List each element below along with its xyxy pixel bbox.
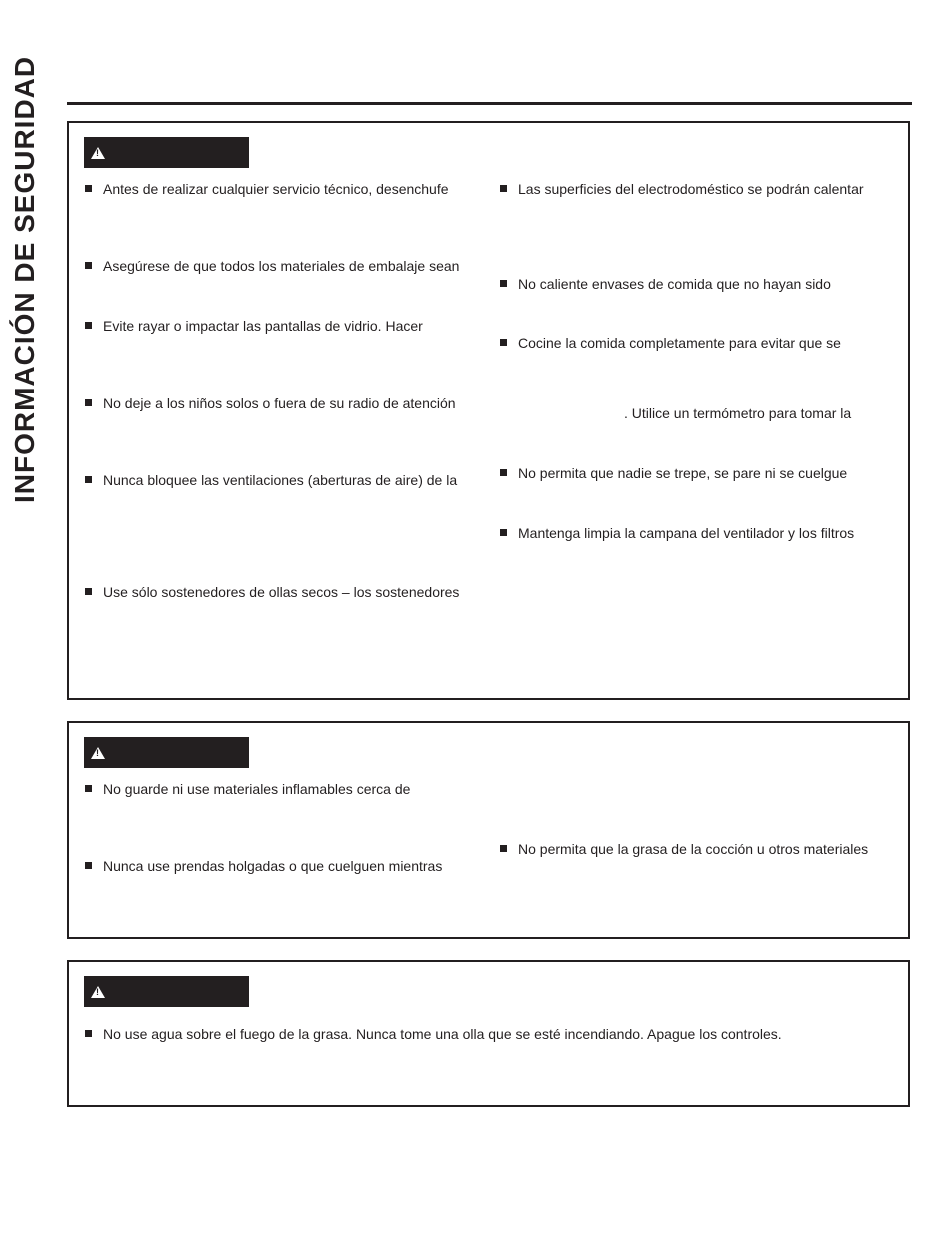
warning-banner bbox=[84, 737, 249, 768]
bullet-icon bbox=[85, 399, 92, 406]
warning-triangle-icon bbox=[91, 747, 105, 759]
bullet-icon bbox=[500, 469, 507, 476]
bullet-icon bbox=[500, 280, 507, 287]
bullet-icon bbox=[85, 262, 92, 269]
warning-triangle-icon bbox=[91, 147, 105, 159]
bullet-icon bbox=[85, 785, 92, 792]
warning-banner bbox=[84, 976, 249, 1007]
warning-banner bbox=[84, 137, 249, 168]
bullet-icon bbox=[85, 862, 92, 869]
warning-triangle-icon bbox=[91, 986, 105, 998]
bullet-icon bbox=[85, 588, 92, 595]
bullet-icon bbox=[85, 1030, 92, 1037]
warning-box-3: ! No use agua sobre el fuego de la grasa. Nunca tome una olla que se esté incendiando. Apague los controles. bbox=[67, 960, 910, 1107]
warning-box-2: ! No guarde ni use materiales inflamables cerca de Nunca use prendas holgadas o que cuelguen mientras No permita que la grasa de la cocción u otros materiales bbox=[67, 721, 910, 939]
bullet-icon bbox=[500, 529, 507, 536]
top-divider bbox=[67, 102, 912, 105]
bullet-icon bbox=[500, 845, 507, 852]
bullet-icon bbox=[85, 476, 92, 483]
bullet-icon bbox=[500, 185, 507, 192]
warning-box-1: ! Antes de realizar cualquier servicio técnico, desenchufe Asegúrese de que todos los materiales de embalaje sean Evite rayar o impactar las pantallas de vidrio. Hacer No deje a los niños solos o fuera de su radio de atención Nunca bloquee las ventilaciones (aberturas de aire) de la Use sólo sostenedores de ollas secos – los sostenedores Las superficies del electrodoméstico se podrán calentar No caliente envases de comida que no hayan sido Cocine la comida completamente para evitar que se . Utilice un termómetro para tomar la No permita que nadie se trepe, se pare ni se cuelgue Mantenga limpia la campana del ventilador y los filtros bbox=[67, 121, 910, 700]
bullet-icon bbox=[85, 322, 92, 329]
bullet-icon bbox=[500, 339, 507, 346]
bullet-icon bbox=[85, 185, 92, 192]
text-fragment: . Utilice un termómetro para tomar la bbox=[624, 405, 852, 421]
page-side-title: INFORMACIÓN DE SEGURIDAD bbox=[9, 55, 40, 503]
